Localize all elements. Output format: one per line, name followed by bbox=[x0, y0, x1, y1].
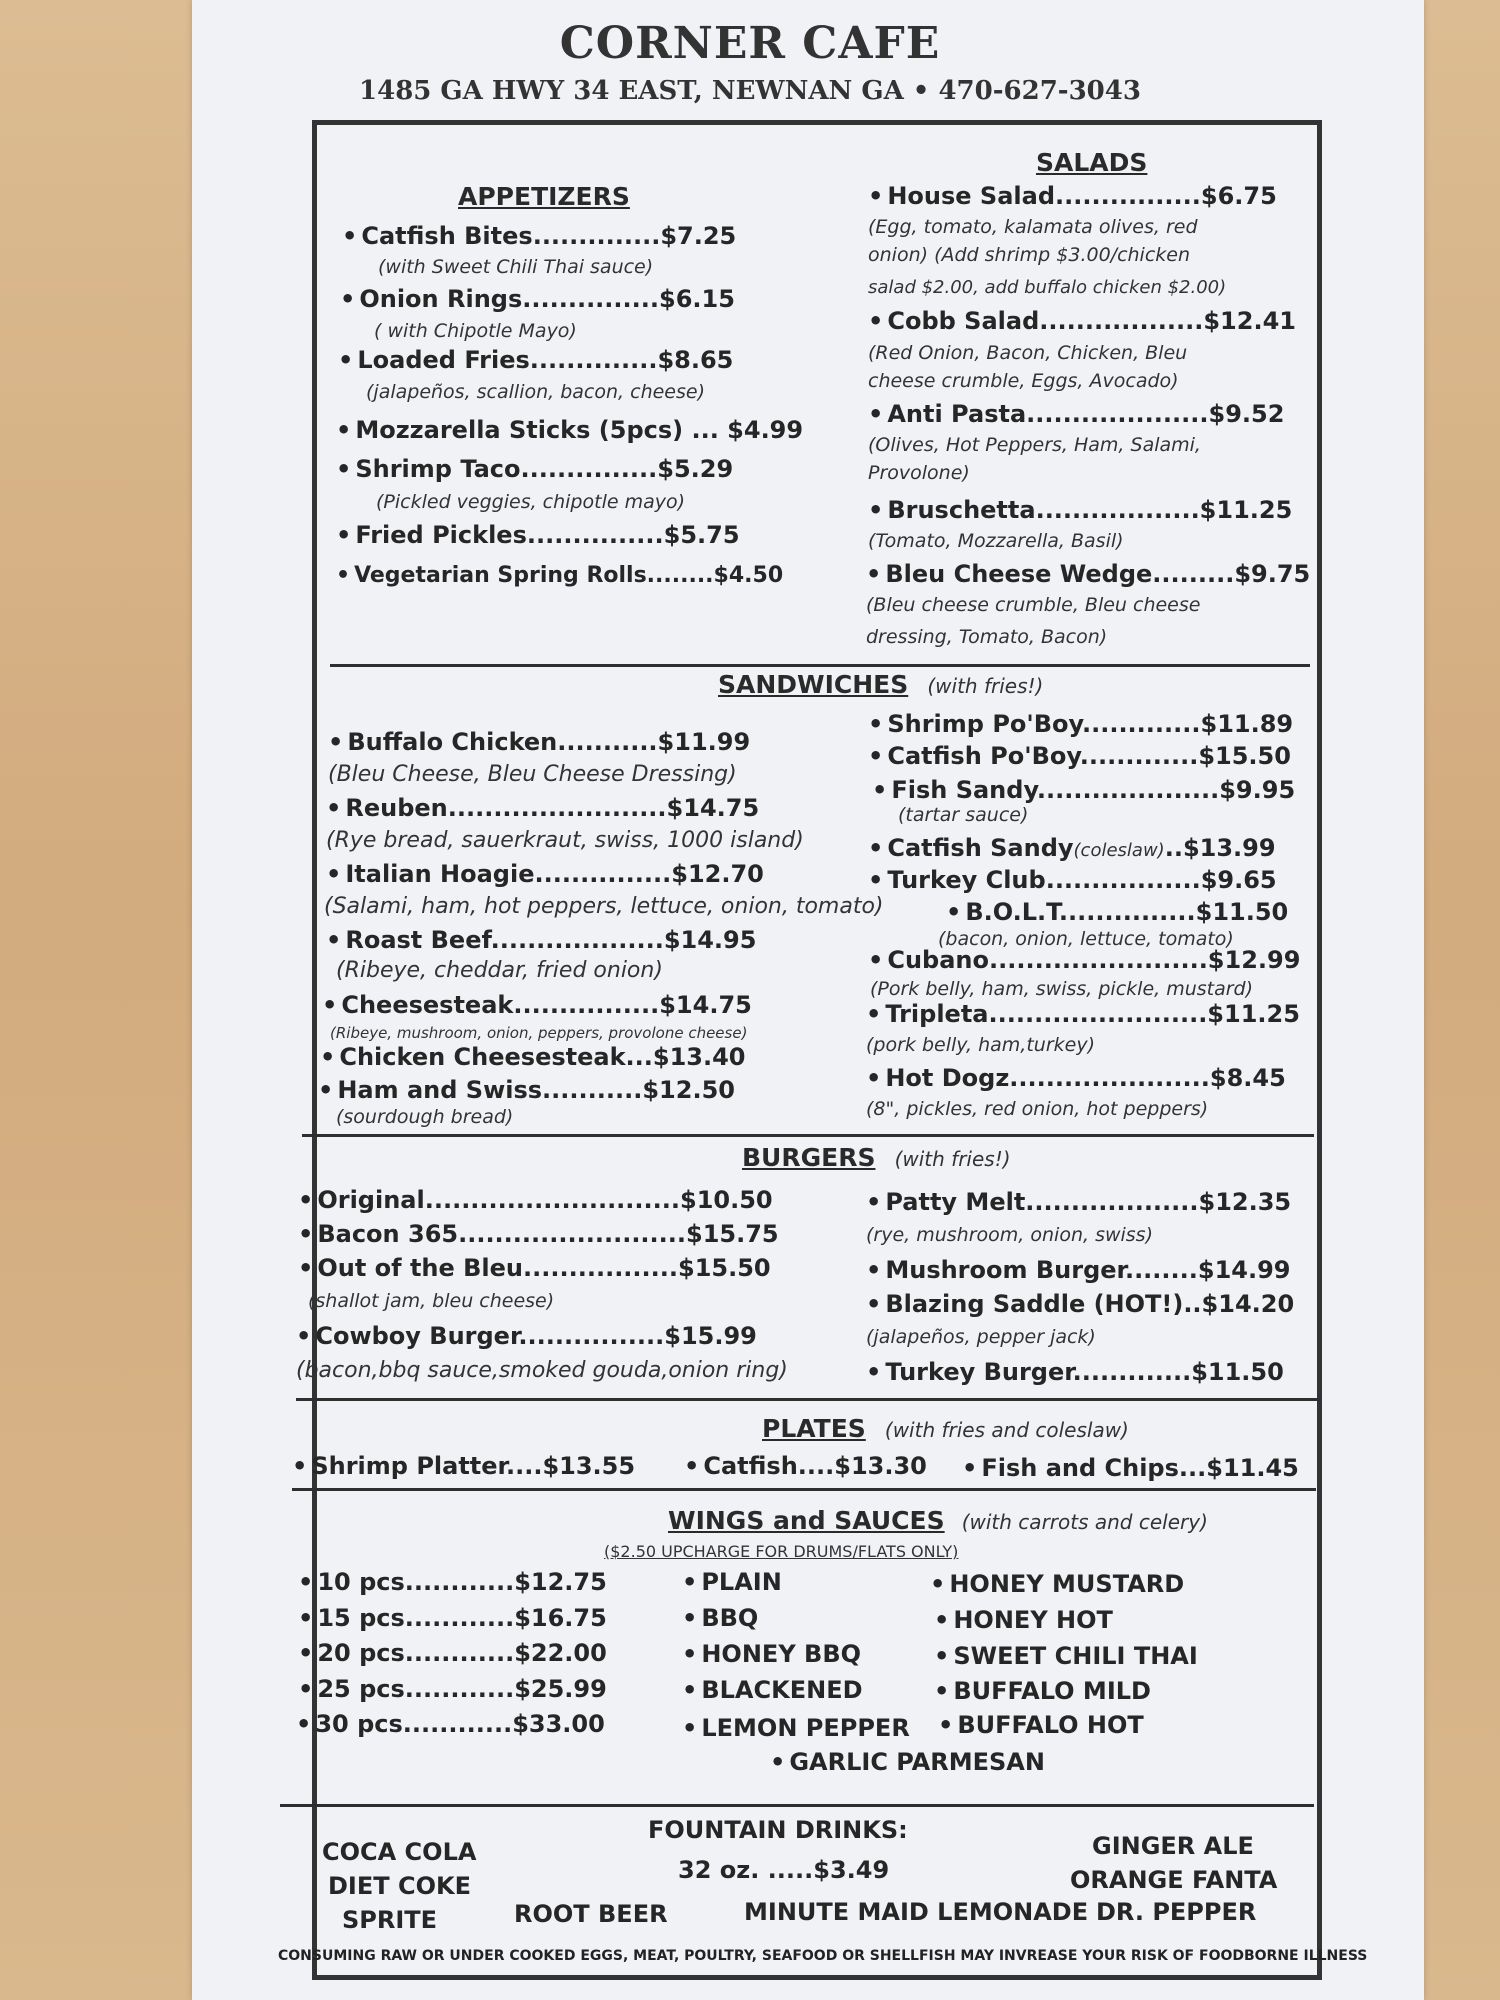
plates-note: (with fries and coleslaw) bbox=[884, 1418, 1129, 1442]
burgers-header bbox=[742, 1143, 1011, 1172]
menu-item-description: (Tomato, Mozzarella, Basil) bbox=[868, 530, 1124, 552]
menu-item: • Roast Beef...................$14.95 bbox=[326, 926, 757, 954]
menu-item-description: (Olives, Hot Peppers, Ham, Salami, bbox=[868, 434, 1201, 456]
sauce-item: • HONEY BBQ bbox=[682, 1640, 862, 1668]
menu-item: • Vegetarian Spring Rolls........$4.50 bbox=[336, 563, 784, 588]
menu-item: • House Salad................$6.75 bbox=[868, 182, 1277, 210]
menu-item: • Turkey Club.................$9.65 bbox=[868, 866, 1277, 894]
menu-item-description: (Pickled veggies, chipotle mayo) bbox=[376, 491, 686, 513]
menu-item: • Fish Sandy....................$9.95 bbox=[872, 776, 1296, 804]
menu-item: • Bleu Cheese Wedge.........$9.75 bbox=[866, 560, 1311, 588]
wing-count-item: • 20 pcs............$22.00 bbox=[298, 1639, 607, 1667]
menu-item-description: (Bleu cheese crumble, Bleu cheese bbox=[866, 594, 1201, 616]
menu-item-description: (Salami, ham, hot peppers, lettuce, onion, tomato) bbox=[324, 894, 884, 919]
section-divider bbox=[292, 1488, 1316, 1491]
menu-item: • Cobb Salad..................$12.41 bbox=[868, 307, 1296, 335]
menu-item: • Fried Pickles...............$5.75 bbox=[336, 521, 740, 549]
wings-heading: WINGS and SAUCES bbox=[668, 1506, 945, 1535]
drink-item: GINGER ALE bbox=[1092, 1832, 1254, 1860]
menu-item-description: salad $2.00, add buffalo chicken $2.00) bbox=[868, 277, 1227, 298]
burgers-note: (with fries!) bbox=[894, 1147, 1011, 1171]
appetizers-heading: APPETIZERS bbox=[458, 182, 630, 211]
wing-count-item: • 25 pcs............$25.99 bbox=[298, 1675, 607, 1703]
menu-item: • Italian Hoagie...............$12.70 bbox=[326, 860, 764, 888]
drink-item: DR. PEPPER bbox=[1096, 1898, 1257, 1926]
salads-heading: SALADS bbox=[1036, 148, 1148, 177]
sandwiches-heading: SANDWICHES bbox=[718, 670, 909, 699]
sauce-item: • PLAIN bbox=[682, 1568, 782, 1596]
sandwiches-note: (with fries!) bbox=[927, 674, 1044, 698]
section-divider bbox=[302, 1134, 1314, 1137]
menu-item: • Anti Pasta....................$9.52 bbox=[868, 400, 1285, 428]
sauce-item: • GARLIC PARMESAN bbox=[770, 1748, 1045, 1776]
sauce-item: • BLACKENED bbox=[682, 1676, 863, 1704]
drink-item: DIET COKE bbox=[328, 1872, 471, 1900]
menu-item: • Cubano........................$12.99 bbox=[868, 946, 1301, 974]
sauce-item: • HONEY MUSTARD bbox=[930, 1570, 1185, 1598]
menu-item: • Catfish....$13.30 bbox=[684, 1452, 927, 1480]
menu-item-description: (sourdough bread) bbox=[336, 1106, 514, 1128]
drink-item: COCA COLA bbox=[322, 1838, 477, 1866]
menu-item: • Onion Rings...............$6.15 bbox=[340, 285, 735, 313]
sauce-item: • BUFFALO HOT bbox=[938, 1711, 1144, 1739]
burgers-heading: BURGERS bbox=[742, 1143, 876, 1172]
plates-heading: PLATES bbox=[762, 1414, 866, 1443]
menu-item-description: (shallot jam, bleu cheese) bbox=[308, 1290, 555, 1312]
menu-item: • Hot Dogz......................$8.45 bbox=[866, 1064, 1286, 1092]
sauce-item: • HONEY HOT bbox=[934, 1606, 1113, 1634]
menu-item-description: dressing, Tomato, Bacon) bbox=[866, 626, 1108, 648]
menu-item-description: (with Sweet Chili Thai sauce) bbox=[378, 256, 654, 278]
wing-count-item: • 10 pcs............$12.75 bbox=[298, 1568, 607, 1596]
drink-item: SPRITE bbox=[342, 1906, 438, 1934]
fountain-drinks-heading: FOUNTAIN DRINKS: bbox=[648, 1816, 908, 1844]
menu-item-description: (Red Onion, Bacon, Chicken, Bleu bbox=[868, 342, 1188, 364]
fountain-drinks-price: 32 oz. .....$3.49 bbox=[678, 1856, 890, 1884]
menu-item: • Mozzarella Sticks (5pcs) ... $4.99 bbox=[336, 416, 804, 444]
menu-item: • Loaded Fries..............$8.65 bbox=[338, 346, 734, 374]
wings-header bbox=[668, 1506, 1208, 1535]
menu-item: • Bacon 365.........................$15.75 bbox=[298, 1220, 779, 1248]
menu-item: • Bruschetta..................$11.25 bbox=[868, 496, 1293, 524]
menu-item: • Ham and Swiss...........$12.50 bbox=[318, 1076, 735, 1104]
wing-count-item: • 30 pcs............$33.00 bbox=[296, 1710, 605, 1738]
menu-item-description: (bacon, onion, lettuce, tomato) bbox=[938, 928, 1234, 950]
menu-item: • Cheesesteak................$14.75 bbox=[322, 991, 752, 1019]
menu-item: • Mushroom Burger........$14.99 bbox=[866, 1256, 1291, 1284]
menu-item: • Buffalo Chicken...........$11.99 bbox=[328, 728, 751, 756]
menu-item: • Out of the Bleu.................$15.50 bbox=[298, 1254, 771, 1282]
section-divider bbox=[296, 1398, 1320, 1401]
menu-item: • Shrimp Taco...............$5.29 bbox=[336, 455, 734, 483]
plates-header bbox=[762, 1414, 1129, 1443]
sandwiches-header bbox=[718, 670, 1043, 699]
restaurant-name: CORNER CAFE bbox=[559, 18, 941, 69]
restaurant-address: 1485 GA HWY 34 EAST, NEWNAN GA • 470-627-3043 bbox=[359, 76, 1141, 106]
menu-item: • Tripleta........................$11.25 bbox=[866, 1000, 1300, 1028]
menu-item-description: (Egg, tomato, kalamata olives, red bbox=[868, 216, 1198, 238]
drink-item: MINUTE MAID LEMONADE bbox=[744, 1898, 1089, 1926]
menu-item: • Chicken Cheesesteak...$13.40 bbox=[320, 1043, 746, 1071]
menu-item: • Fish and Chips...$11.45 bbox=[962, 1454, 1299, 1482]
drink-item: ORANGE FANTA bbox=[1070, 1866, 1278, 1894]
sauce-item: • LEMON PEPPER bbox=[682, 1714, 910, 1742]
wings-note: (with carrots and celery) bbox=[961, 1510, 1208, 1534]
menu-item: • Blazing Saddle (HOT!)..$14.20 bbox=[866, 1290, 1295, 1318]
menu-item: • Shrimp Platter....$13.55 bbox=[292, 1452, 636, 1480]
menu-item-description: (tartar sauce) bbox=[898, 804, 1029, 826]
section-divider bbox=[280, 1804, 1314, 1807]
sauce-item: • BBQ bbox=[682, 1604, 759, 1632]
menu-item-description: onion) (Add shrimp $3.00/chicken bbox=[868, 244, 1191, 266]
menu-item: • Catfish Bites..............$7.25 bbox=[342, 222, 737, 250]
menu-item-description: (Pork belly, ham, swiss, pickle, mustard) bbox=[870, 978, 1254, 1000]
menu-item-description: ( with Chipotle Mayo) bbox=[374, 320, 577, 342]
wings-upcharge-note: ($2.50 UPCHARGE FOR DRUMS/FLATS ONLY) bbox=[604, 1542, 959, 1561]
menu-item-description: (jalapeños, scallion, bacon, cheese) bbox=[366, 381, 705, 403]
menu-item-description: (Bleu Cheese, Bleu Cheese Dressing) bbox=[328, 762, 737, 787]
menu-item: • Patty Melt...................$12.35 bbox=[866, 1188, 1292, 1216]
menu-item-description: Provolone) bbox=[868, 462, 970, 484]
menu-item: • Catfish Po'Boy.............$15.50 bbox=[868, 742, 1291, 770]
menu-item-description: (Ribeye, cheddar, fried onion) bbox=[336, 958, 663, 983]
menu-item-description: (jalapeños, pepper jack) bbox=[866, 1326, 1096, 1348]
menu-item: • Turkey Burger.............$11.50 bbox=[866, 1358, 1284, 1386]
menu-item-description: (rye, mushroom, onion, swiss) bbox=[866, 1224, 1153, 1246]
menu-item: • Original............................$10.50 bbox=[298, 1186, 773, 1214]
menu-item: • Shrimp Po'Boy.............$11.89 bbox=[868, 710, 1294, 738]
menu-item-description: (Rye bread, sauerkraut, swiss, 1000 island) bbox=[326, 828, 804, 853]
menu-item-description: (Ribeye, mushroom, onion, peppers, provolone cheese) bbox=[330, 1024, 748, 1042]
section-divider bbox=[330, 664, 1310, 667]
menu-item: • Cowboy Burger................$15.99 bbox=[296, 1322, 757, 1350]
menu-item-description: cheese crumble, Eggs, Avocado) bbox=[868, 370, 1179, 392]
sauce-item: • BUFFALO MILD bbox=[934, 1677, 1151, 1705]
drink-item: ROOT BEER bbox=[514, 1900, 668, 1928]
menu-item: • Catfish Sandy(coleslaw)..$13.99 bbox=[868, 834, 1276, 862]
menu-item-description: (8", pickles, red onion, hot peppers) bbox=[866, 1098, 1209, 1120]
sauce-item: • SWEET CHILI THAI bbox=[934, 1642, 1198, 1670]
menu-item-description: (bacon,bbq sauce,smoked gouda,onion ring) bbox=[296, 1358, 788, 1383]
menu-item: • Reuben........................$14.75 bbox=[326, 794, 760, 822]
wing-count-item: • 15 pcs............$16.75 bbox=[298, 1604, 607, 1632]
menu-item: • B.O.L.T...............$11.50 bbox=[946, 898, 1289, 926]
menu-item-description: (pork belly, ham,turkey) bbox=[866, 1034, 1095, 1056]
food-safety-warning: CONSUMING RAW OR UNDER COOKED EGGS, MEAT, POULTRY, SEAFOOD OR SHELLFISH MAY INVREASE YOUR RISK OF FOODBORNE ILLNESS bbox=[278, 1948, 1368, 1964]
